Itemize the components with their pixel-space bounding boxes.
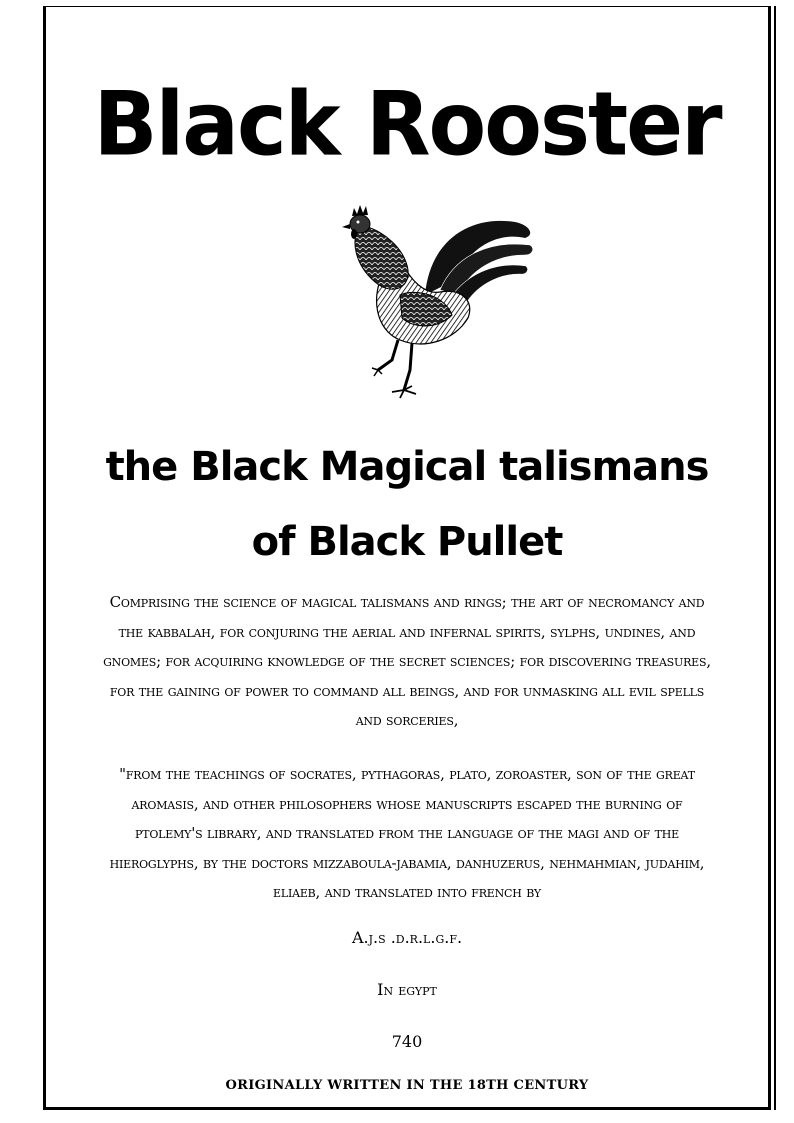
page-frame-shadow [774,6,776,1110]
subtitle-line-1: the Black Magical talismans [105,444,709,490]
origin-paragraph: "from the teachings of socrates, pythagoras, plato, zoroaster, son of the great aromasis, and other philosophers whose manuscripts escaped the burning of ptolemy's library, and translated from the language of the magi and of the hieroglyphs, by the doctors mizzaboula-jabamia, danhuzerus, nehmahmian, judahim, eliaeb, and translated into french by [109,765,705,901]
footer-note: ORIGINALLY WRITTEN IN THE 18TH CENTURY [225,1078,589,1093]
book-title: Black Rooster [93,72,721,176]
rooster-illustration [330,200,540,405]
publication-place: In egypt [377,980,437,999]
translator-initials: A.j.s .d.r.l.g.f. [351,928,463,947]
publication-year: 740 [391,1032,423,1051]
subtitle-line-2: of Black Pullet [251,519,563,565]
description-paragraph: Comprising the science of magical talismans and rings; the art of necromancy and the kabbalah, for conjuring the aerial and infernal spirits, sylphs, undines, and gnomes; for acquiring knowledge of the secret sciences; for discovering treasures, for the gaining of power to command all beings, and for unmasking all evil spells and sorceries, [103,593,711,729]
